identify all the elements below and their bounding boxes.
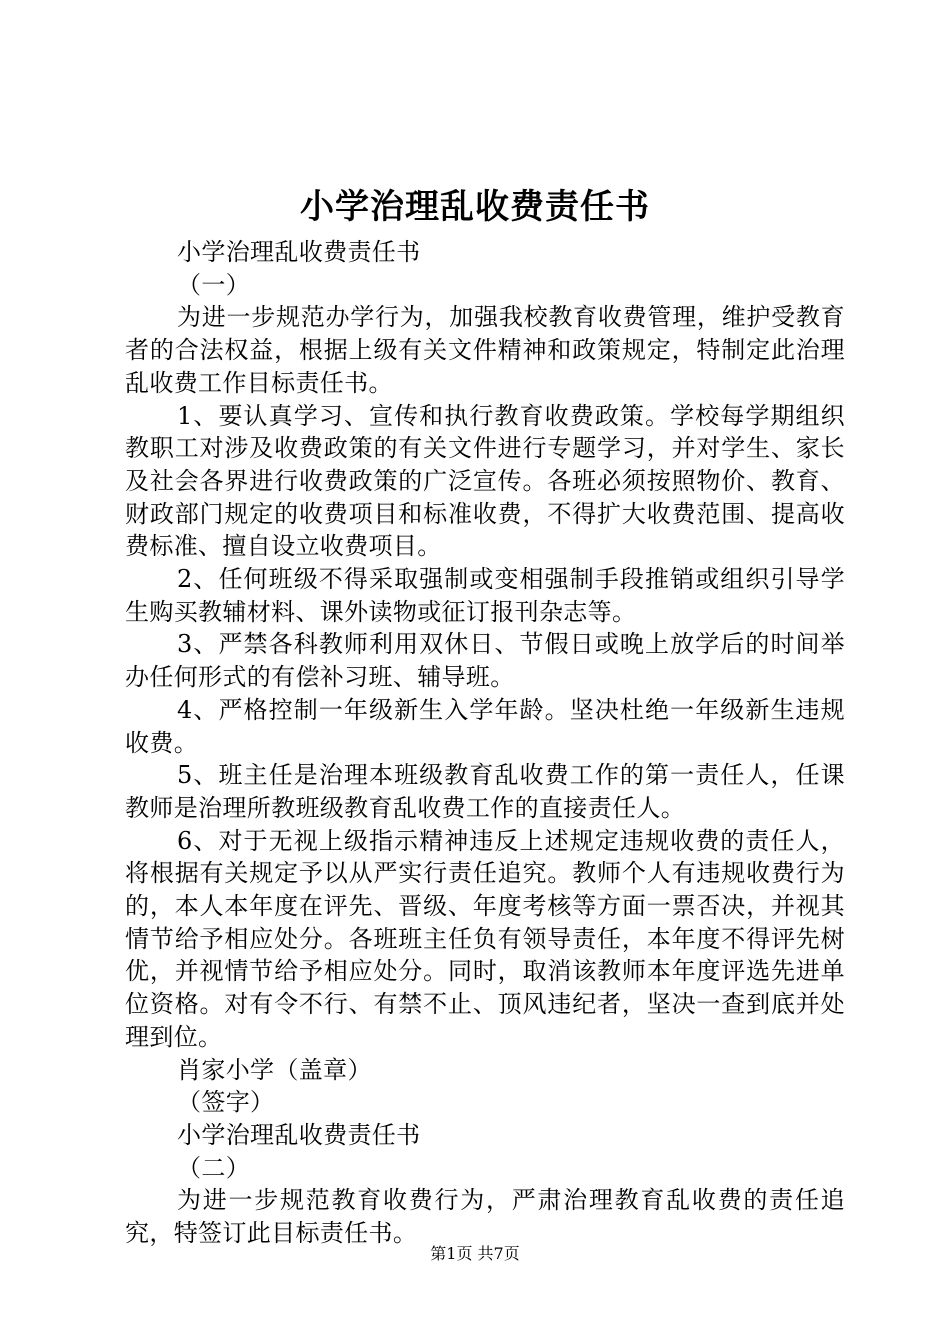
paragraph-item-4: 4、严格控制一年级新生入学年龄。坚决杜绝一年级新生违规收费。: [125, 695, 845, 757]
paragraph-signature: （签字）: [177, 1088, 275, 1117]
paragraph-item-1: 1、要认真学习、宣传和执行教育收费政策。学校每学期组织教职工对涉及收费政策的有关文件进行专题学习，并对学生、家长及社会各界进行收费政策的广泛宣传。各班必须按照物价、教育、财政部门规定的收费项目和标准收费，不得扩大收费范围、提高收费标准、擅自设立收费项目。: [125, 401, 845, 561]
paragraph-section-2-marker: （二）: [177, 1153, 251, 1182]
document-body: [125, 236, 845, 1250]
paragraph-item-5: 5、班主任是治理本班级教育乱收费工作的第一责任人，任课教师是治理所教班级教育乱收费工作的直接责任人。: [125, 761, 845, 822]
paragraph-section-1-marker: （一）: [177, 270, 251, 299]
paragraph-intro-2: 为进一步规范教育收费行为，严肃治理教育乱收费的责任追究，特签订此目标责任书。: [125, 1186, 845, 1248]
document-title: 小学治理乱收费责任书: [300, 187, 650, 227]
paragraph-item-2: 2、任何班级不得采取强制或变相强制手段推销或组织引导学生购买教辅材料、课外读物或征订报刊杂志等。: [125, 565, 845, 626]
paragraph-item-3: 3、严禁各科教师利用双休日、节假日或晚上放学后的时间举办任何形式的有偿补习班、辅导班。: [125, 630, 845, 692]
paragraph-item-6: 6、对于无视上级指示精神违反上述规定违规收费的责任人，将根据有关规定予以从严实行责任追究。教师个人有违规收费行为的，本人本年度在评先、晋级、年度考核等方面一票否决，并视其情节给予相应处分。各班班主任负有领导责任，本年度不得评先树优，并视情节给予相应处分。同时，取消该教师本年度评选先进单位资格。对有令不行、有禁不止、顶风违纪者，坚决一查到底并处理到位。: [125, 826, 845, 1051]
paragraph-intro-1: 为进一步规范办学行为，加强我校教育收费管理，维护受教育者的合法权益，根据上级有关文件精神和政策规定，特制定此治理乱收费工作目标责任书。: [125, 303, 845, 397]
paragraph-subtitle-2: 小学治理乱收费责任书: [177, 1120, 421, 1149]
paragraph-subtitle-1: 小学治理乱收费责任书: [177, 238, 421, 266]
paragraph-seal: 肖家小学（盖章）: [177, 1055, 372, 1084]
page-footer: 第1页 共7页: [430, 1244, 520, 1263]
